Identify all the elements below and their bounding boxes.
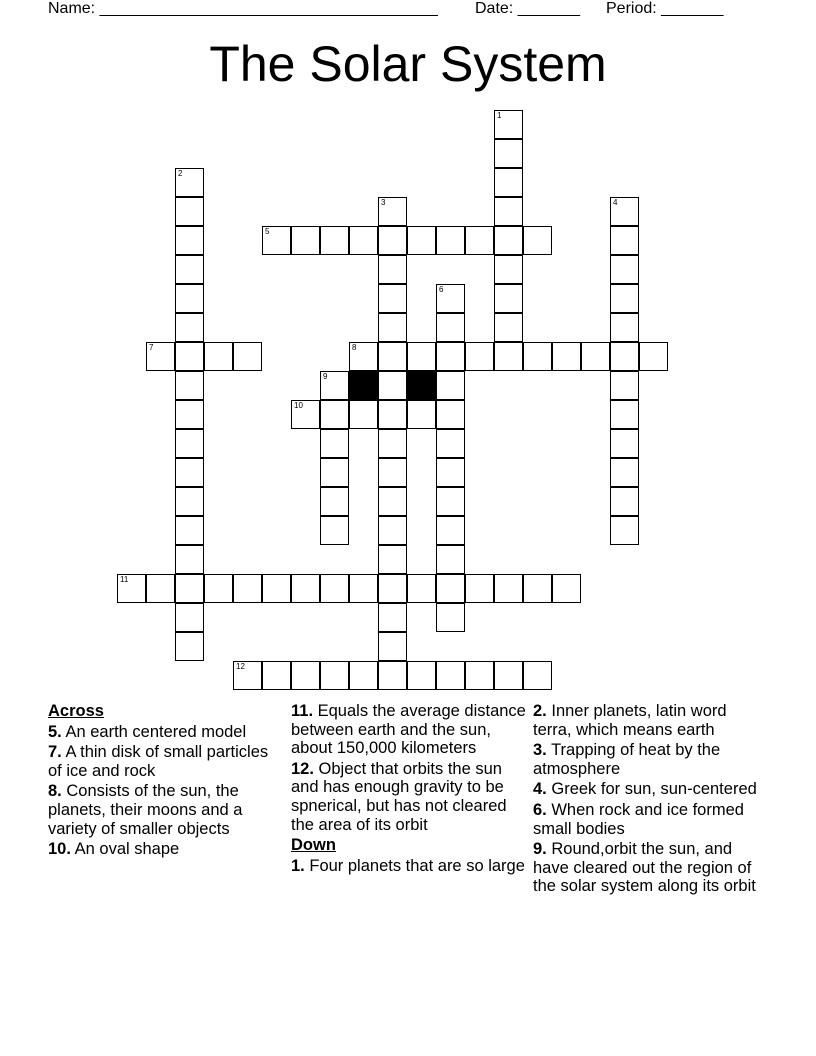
crossword-cell[interactable]	[523, 661, 552, 690]
crossword-cell[interactable]	[494, 139, 523, 168]
crossword-cell[interactable]	[610, 371, 639, 400]
crossword-cell[interactable]	[175, 603, 204, 632]
crossword-cell[interactable]	[610, 429, 639, 458]
clues-column-2	[291, 702, 527, 877]
crossword-cell[interactable]	[175, 313, 204, 342]
crossword-cell[interactable]	[494, 197, 523, 226]
crossword-cell[interactable]	[175, 226, 204, 255]
crossword-cell[interactable]	[436, 313, 465, 342]
crossword-cell[interactable]	[262, 661, 291, 690]
crossword-cell[interactable]	[494, 255, 523, 284]
crossword-cell[interactable]	[175, 400, 204, 429]
crossword-cell[interactable]	[175, 632, 204, 661]
crossword-cell[interactable]	[204, 574, 233, 603]
crossword-cell[interactable]	[349, 661, 378, 690]
crossword-cell[interactable]	[320, 400, 349, 429]
crossword-cell[interactable]	[349, 226, 378, 255]
clue-across-12: 12. Object that orbits the sun and has enough gravity to be spnerical, but has not cleared the area of its orbit	[291, 759, 507, 834]
crossword-cell[interactable]	[465, 661, 494, 690]
clues-column-1	[48, 702, 284, 861]
clue-down-1: 1. Four planets that are so large	[291, 856, 525, 875]
crossword-cell[interactable]	[494, 313, 523, 342]
crossword-cell[interactable]	[494, 110, 523, 139]
crossword-cell[interactable]	[320, 429, 349, 458]
crossword-cell[interactable]	[378, 429, 407, 458]
crossword-cell[interactable]	[378, 632, 407, 661]
crossword-cell[interactable]	[465, 342, 494, 371]
name-field-label: Name: ______________________________________	[48, 0, 438, 17]
crossword-cell[interactable]	[436, 284, 465, 313]
clue-number-label: 11	[120, 575, 129, 584]
crossword-cell[interactable]	[175, 516, 204, 545]
crossword-cell[interactable]	[552, 574, 581, 603]
crossword-cell[interactable]	[378, 516, 407, 545]
crossword-cell[interactable]	[436, 487, 465, 516]
period-field-label: Period: _______	[606, 0, 724, 17]
crossword-cell[interactable]	[436, 545, 465, 574]
clue-number-label: 1	[497, 111, 502, 120]
crossword-cell[interactable]	[436, 458, 465, 487]
crossword-cell[interactable]	[378, 313, 407, 342]
clue-down-9: 9. Round,orbit the sun, and have cleared out the region of the solar system along its orbit	[533, 840, 756, 896]
crossword-cell[interactable]	[465, 574, 494, 603]
crossword-cell[interactable]	[291, 226, 320, 255]
crossword-cell[interactable]	[494, 574, 523, 603]
crossword-cell[interactable]	[378, 255, 407, 284]
crossword-cell[interactable]	[233, 661, 262, 690]
clue-across-5: 5. An earth centered model	[48, 722, 247, 741]
clue-down-4: 4. Greek for sun, sun-centered	[533, 780, 757, 799]
crossword-cell[interactable]	[378, 487, 407, 516]
clue-number-label: 8	[352, 343, 357, 352]
crossword-cell[interactable]	[349, 342, 378, 371]
crossword-cell[interactable]	[175, 342, 204, 371]
crossword-cell[interactable]	[407, 661, 436, 690]
crossword-cell[interactable]	[175, 284, 204, 313]
clue-down-2: 2. Inner planets, latin word terra, which means earth	[533, 702, 727, 739]
clue-down-3: 3. Trapping of heat by the atmosphere	[533, 741, 721, 778]
clue-down-6: 6. When rock and ice formed small bodies	[533, 800, 744, 838]
crossword-cell[interactable]	[378, 371, 407, 400]
crossword-cell[interactable]	[465, 226, 494, 255]
clue-number-label: 7	[149, 343, 154, 352]
crossword-cell[interactable]	[175, 574, 204, 603]
crossword-cell[interactable]	[436, 226, 465, 255]
crossword-cell[interactable]	[320, 516, 349, 545]
crossword-cell[interactable]	[349, 400, 378, 429]
clue-number-label: 4	[613, 198, 618, 207]
crossword-cell[interactable]	[175, 197, 204, 226]
crossword-cell[interactable]	[407, 226, 436, 255]
crossword-cell[interactable]	[233, 342, 262, 371]
crossword-cell[interactable]	[610, 255, 639, 284]
crossword-cell[interactable]	[378, 574, 407, 603]
crossword-cell[interactable]	[378, 603, 407, 632]
crossword-cell[interactable]	[523, 574, 552, 603]
crossword-cell[interactable]	[378, 400, 407, 429]
crossword-cell[interactable]	[407, 400, 436, 429]
crossword-cell[interactable]	[436, 603, 465, 632]
crossword-cell[interactable]	[407, 342, 436, 371]
crossword-cell[interactable]	[436, 342, 465, 371]
crossword-cell[interactable]	[320, 487, 349, 516]
crossword-cell[interactable]	[320, 661, 349, 690]
crossword-cell[interactable]	[175, 429, 204, 458]
crossword-cell[interactable]	[552, 342, 581, 371]
clue-number-label: 5	[265, 227, 270, 236]
crossword-cell[interactable]	[436, 661, 465, 690]
crossword-block-cell	[407, 371, 436, 400]
crossword-cell[interactable]	[175, 255, 204, 284]
crossword-cell[interactable]	[146, 342, 175, 371]
clue-number-label: 10	[294, 401, 303, 410]
clue-number-label: 6	[439, 285, 444, 294]
crossword-cell[interactable]	[610, 226, 639, 255]
crossword-cell[interactable]	[581, 342, 610, 371]
clue-across-7: 7. A thin disk of small particles of ice and rock	[48, 743, 269, 780]
clues-column-3	[533, 702, 763, 898]
crossword-cell[interactable]	[610, 400, 639, 429]
crossword-cell[interactable]	[610, 342, 639, 371]
crossword-cell[interactable]	[610, 284, 639, 313]
crossword-cell[interactable]	[175, 545, 204, 574]
crossword-cell[interactable]	[378, 342, 407, 371]
crossword-cell[interactable]	[320, 574, 349, 603]
crossword-cell[interactable]	[523, 342, 552, 371]
crossword-block-cell	[349, 371, 378, 400]
crossword-cell[interactable]	[523, 226, 552, 255]
crossword-cell[interactable]	[175, 371, 204, 400]
clue-across-11: 11. Equals the average distance between earth and the sun, about 150,000 kilometers	[291, 702, 526, 758]
crossword-cell[interactable]	[349, 574, 378, 603]
crossword-cell[interactable]	[494, 284, 523, 313]
crossword-cell[interactable]	[436, 400, 465, 429]
clue-number-label: 9	[323, 372, 328, 381]
crossword-cell[interactable]	[204, 342, 233, 371]
crossword-cell[interactable]	[610, 313, 639, 342]
crossword-cell[interactable]	[378, 284, 407, 313]
crossword-cell[interactable]	[436, 429, 465, 458]
clue-number-label: 2	[178, 169, 183, 178]
crossword-cell[interactable]	[262, 574, 291, 603]
clue-across-8: 8. Consists of the sun, the planets, their moons and a variety of smaller objects	[48, 782, 243, 838]
down-heading: Down	[291, 836, 336, 855]
crossword-cell[interactable]	[610, 458, 639, 487]
clue-number-label: 12	[236, 662, 245, 671]
crossword-cell[interactable]	[436, 574, 465, 603]
crossword-cell[interactable]	[378, 661, 407, 690]
crossword-cell[interactable]	[494, 661, 523, 690]
crossword-cell[interactable]	[436, 371, 465, 400]
crossword-cell[interactable]	[175, 168, 204, 197]
crossword-cell[interactable]	[378, 197, 407, 226]
crossword-cell[interactable]	[175, 487, 204, 516]
across-heading: Across	[48, 702, 104, 720]
crossword-cell[interactable]	[320, 371, 349, 400]
crossword-cell[interactable]	[610, 197, 639, 226]
crossword-cell[interactable]	[320, 226, 349, 255]
crossword-cell[interactable]	[233, 574, 262, 603]
crossword-cell[interactable]	[610, 487, 639, 516]
crossword-cell[interactable]	[291, 661, 320, 690]
crossword-cell[interactable]	[291, 574, 320, 603]
crossword-cell[interactable]	[378, 226, 407, 255]
crossword-cell[interactable]	[639, 342, 668, 371]
clue-number-label: 3	[381, 198, 386, 207]
page-title: The Solar System	[209, 36, 607, 92]
crossword-cell[interactable]	[262, 226, 291, 255]
crossword-cell[interactable]	[436, 516, 465, 545]
crossword-cell[interactable]	[320, 458, 349, 487]
crossword-cell[interactable]	[378, 458, 407, 487]
crossword-cell[interactable]	[610, 516, 639, 545]
clue-across-10: 10. An oval shape	[48, 840, 180, 859]
crossword-cell[interactable]	[117, 574, 146, 603]
crossword-cell[interactable]	[494, 168, 523, 197]
crossword-cell[interactable]	[494, 226, 523, 255]
crossword-cell[interactable]	[146, 574, 175, 603]
crossword-cell[interactable]	[291, 400, 320, 429]
crossword-cell[interactable]	[494, 342, 523, 371]
date-field-label: Date: _______	[475, 0, 580, 17]
crossword-cell[interactable]	[407, 574, 436, 603]
crossword-cell[interactable]	[175, 458, 204, 487]
crossword-cell[interactable]	[378, 545, 407, 574]
